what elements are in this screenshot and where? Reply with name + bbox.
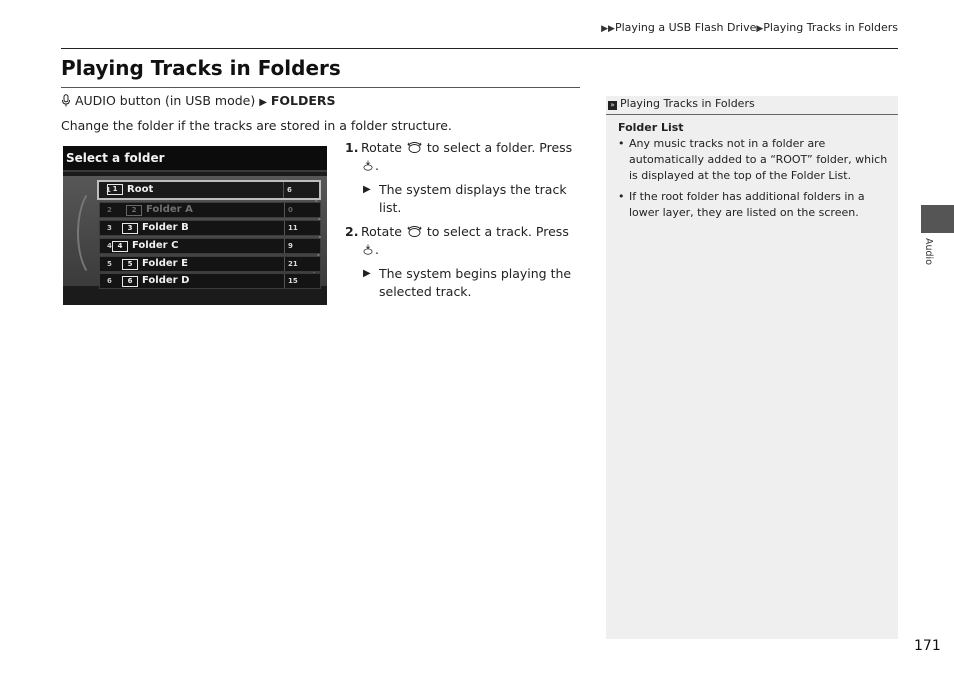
track-count: 6 <box>287 186 292 194</box>
track-count: 9 <box>288 241 293 250</box>
track-count: 0 <box>288 205 293 214</box>
folder-list-item[interactable] <box>99 202 321 218</box>
chapter-tab[interactable] <box>921 205 954 233</box>
folder-list-item[interactable] <box>97 180 321 200</box>
note-item <box>618 189 890 221</box>
track-count: 21 <box>288 259 298 268</box>
press-dial-icon <box>361 159 375 172</box>
step-text: to select a track. Press <box>426 224 569 239</box>
bullet-icon: • <box>618 190 625 203</box>
folder-index: 2 <box>107 205 112 214</box>
folder-list-item[interactable] <box>99 256 321 272</box>
breadcrumb-marker: ▶▶ <box>601 24 615 34</box>
breadcrumb <box>601 21 898 34</box>
folder-number-icon: 5 <box>122 259 138 270</box>
folder-list <box>99 180 321 291</box>
step-item <box>345 139 577 175</box>
note-header <box>606 96 898 115</box>
folder-select-screen <box>63 146 327 305</box>
row-separator <box>284 239 285 253</box>
folder-number-icon: 1 <box>107 184 123 195</box>
step-text: Rotate <box>361 140 402 155</box>
title-divider <box>61 87 580 88</box>
result-arrow-icon: ▶ <box>363 268 371 279</box>
step-number: 2. <box>345 224 359 239</box>
track-count: 15 <box>288 277 298 286</box>
step-item <box>345 223 577 259</box>
note-item <box>618 136 890 184</box>
folder-index: 5 <box>107 259 112 268</box>
menu-path-arrow: ▶ <box>259 97 267 108</box>
voice-command-icon <box>61 94 71 107</box>
step-result <box>345 265 577 301</box>
menu-path-prefix: AUDIO button (in USB mode) <box>74 93 256 108</box>
bullet-icon: • <box>618 137 625 150</box>
row-separator <box>284 274 285 288</box>
note-body <box>618 120 890 226</box>
row-separator <box>284 203 285 217</box>
breadcrumb-item: Playing Tracks in Folders <box>763 21 898 34</box>
breadcrumb-separator: ▶ <box>756 24 764 34</box>
screen-header: Select a folder <box>63 146 327 172</box>
folder-index: 1 <box>106 186 111 194</box>
folder-index: 4 <box>107 241 112 250</box>
press-dial-icon <box>361 243 375 256</box>
folder-number-icon: 4 <box>112 241 128 252</box>
note-header-text: Playing Tracks in Folders <box>620 97 755 110</box>
note-title: Folder List <box>618 121 684 134</box>
track-count: 11 <box>288 223 298 232</box>
step-text: . <box>375 242 379 257</box>
top-divider <box>61 48 898 49</box>
step-list <box>345 139 577 307</box>
folder-list-item[interactable] <box>99 238 321 254</box>
note-item-text: If the root folder has additional folders in a lower layer, they are listed on the screen. <box>629 190 865 219</box>
folder-number-icon: 2 <box>126 205 142 216</box>
sidebar-note <box>606 96 898 639</box>
note-reference-icon: » <box>608 101 617 110</box>
folder-list-item[interactable] <box>99 273 321 289</box>
step-result-text: The system displays the track list. <box>379 182 567 215</box>
breadcrumb-item: Playing a USB Flash Drive <box>614 21 757 34</box>
menu-path-target: FOLDERS <box>270 93 336 108</box>
folder-name: Root <box>127 184 154 195</box>
row-separator <box>284 257 285 271</box>
row-separator <box>283 182 284 198</box>
intro-text: Change the folder if the tracks are stored in a folder structure. <box>61 118 452 133</box>
folder-name: Folder E <box>142 257 188 269</box>
result-arrow-icon: ▶ <box>363 184 371 195</box>
folder-name: Folder D <box>142 275 190 287</box>
step-result <box>345 181 577 217</box>
interface-dial-icon <box>406 225 423 238</box>
page-number: 171 <box>914 638 941 654</box>
menu-path <box>61 93 336 108</box>
step-number: 1. <box>345 140 359 155</box>
step-text: Rotate <box>361 224 402 239</box>
folder-index: 3 <box>107 223 112 232</box>
chapter-tab-label: Audio <box>923 238 934 266</box>
folder-name: Folder A <box>146 203 193 215</box>
interface-dial-icon <box>406 141 423 154</box>
folder-index: 6 <box>107 277 112 286</box>
step-text: . <box>375 158 379 173</box>
folder-name: Folder B <box>142 221 189 233</box>
folder-number-icon: 6 <box>122 276 138 287</box>
row-separator <box>284 221 285 235</box>
page-title: Playing Tracks in Folders <box>61 56 341 80</box>
note-item-text: Any music tracks not in a folder are automatically added to a “ROOT” folder, which is displayed at the top of the Folder List. <box>629 137 888 182</box>
folder-list-item[interactable] <box>99 220 321 236</box>
step-result-text: The system begins playing the selected track. <box>379 266 572 299</box>
step-text: to select a folder. Press <box>426 140 573 155</box>
folder-number-icon: 3 <box>122 223 138 234</box>
folder-name: Folder C <box>132 239 179 251</box>
